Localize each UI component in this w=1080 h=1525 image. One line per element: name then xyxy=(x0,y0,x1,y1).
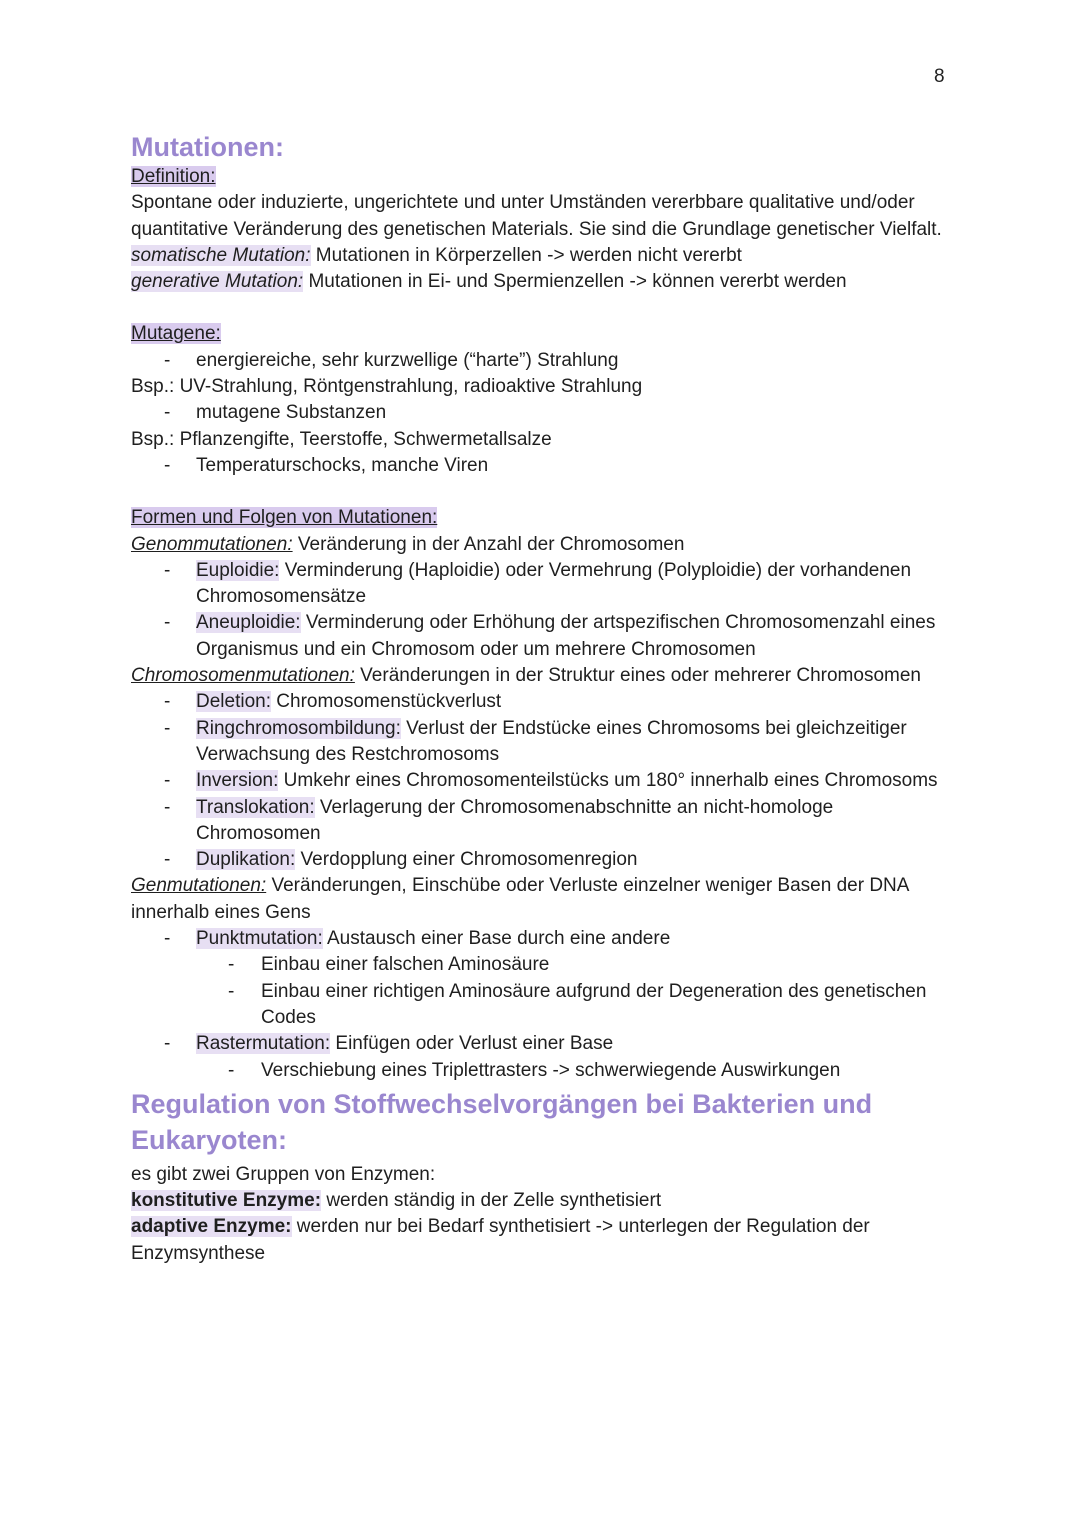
adaptive-line: adaptive Enzyme: werden nur bei Bedarf synthetisiert -> unterlegen der Regulation der Enzymsynthese xyxy=(131,1216,870,1264)
chromosom-term: Chromosomenmutationen: xyxy=(131,665,355,687)
list-item: - Duplikation: Verdopplung einer Chromosomenregion xyxy=(131,847,961,873)
page-content xyxy=(131,130,961,1267)
generative-mutation-line: generative Mutation: Mutationen in Ei- und Spermienzellen -> können vererbt werden xyxy=(131,271,847,293)
example-line: Bsp.: UV-Strahlung, Röntgenstrahlung, radioaktive Strahlung xyxy=(131,376,643,398)
list-item: - Euploidie: Verminderung (Haploidie) oder Vermehrung (Polyploidie) der vorhandenen Chromosomensätze xyxy=(131,558,961,611)
regulation-intro: es gibt zwei Gruppen von Enzymen: xyxy=(131,1163,436,1185)
list-item: - Punktmutation: Austausch einer Base durch eine andere xyxy=(131,926,961,952)
list-item: - Inversion: Umkehr eines Chromosomenteilstücks um 180° innerhalb eines Chromosoms xyxy=(131,768,961,794)
mutagene-label: Mutagene: xyxy=(131,323,221,345)
list-item: - energiereiche, sehr kurzwellige (“harte”) Strahlung xyxy=(131,348,961,374)
genom-term: Genommutationen: xyxy=(131,533,293,555)
example-line: Bsp.: Pflanzengifte, Teerstoffe, Schwermetallsalze xyxy=(131,428,552,450)
list-item: - mutagene Substanzen xyxy=(131,400,961,426)
somatic-mutation-line: somatische Mutation: Mutationen in Körperzellen -> werden nicht vererbt xyxy=(131,244,742,266)
definition-label: Definition: xyxy=(131,166,216,187)
list-item: - Einbau einer richtigen Aminosäure aufgrund der Degeneration des genetischen Codes xyxy=(131,979,961,1032)
list-item: - Temperaturschocks, manche Viren xyxy=(131,453,961,479)
list-item: - Ringchromosombildung: Verlust der Endstücke eines Chromosoms bei gleichzeitiger Verwachsung des Restchromosoms xyxy=(131,716,961,769)
list-item: - Verschiebung eines Triplettrasters -> schwerwiegende Auswirkungen xyxy=(131,1058,961,1084)
list-item: - Translokation: Verlagerung der Chromosomenabschnitte an nicht-homologe Chromosomen xyxy=(131,795,961,848)
formen-label: Formen und Folgen von Mutationen: xyxy=(131,507,438,529)
list-item: - Einbau einer falschen Aminosäure xyxy=(131,952,961,978)
generative-mutation-term: generative Mutation: xyxy=(131,271,304,293)
chromosom-line: Chromosomenmutationen: Veränderungen in der Struktur eines oder mehrerer Chromosomen xyxy=(131,665,921,687)
genom-line: Genommutationen: Veränderung in der Anzahl der Chromosomen xyxy=(131,533,685,555)
page-number: 8 xyxy=(934,66,945,87)
definition-text: Spontane oder induzierte, ungerichtete und unter Umständen vererbbare qualitative und/oder quantitative Veränderung des genetischen Materials. Sie sind die Grundlage genetischer Vielfalt. xyxy=(131,192,942,240)
somatic-mutation-term: somatische Mutation: xyxy=(131,244,311,266)
konstitutive-line: konstitutive Enzyme: werden ständig in der Zelle synthetisiert xyxy=(131,1190,662,1212)
list-item: - Deletion: Chromosomenstückverlust xyxy=(131,689,961,715)
section-title-mutationen: Mutationen: xyxy=(131,132,284,162)
list-item: - Rastermutation: Einfügen oder Verlust einer Base xyxy=(131,1031,961,1057)
mutagene-list-1 xyxy=(131,348,961,374)
list-item: - Aneuploidie: Verminderung oder Erhöhung der artspezifischen Chromosomenzahl eines Organismus und ein Chromosom oder um mehrere Chromosomen xyxy=(131,610,961,663)
gen-term: Genmutationen: xyxy=(131,875,267,897)
section-title-regulation: Regulation von Stoffwechselvorgängen bei Bakterien und Eukaryoten: xyxy=(131,1088,873,1155)
gen-line: Genmutationen: Veränderungen, Einschübe oder Verluste einzelner weniger Basen der DNA innerhalb eines Gens xyxy=(131,875,909,923)
